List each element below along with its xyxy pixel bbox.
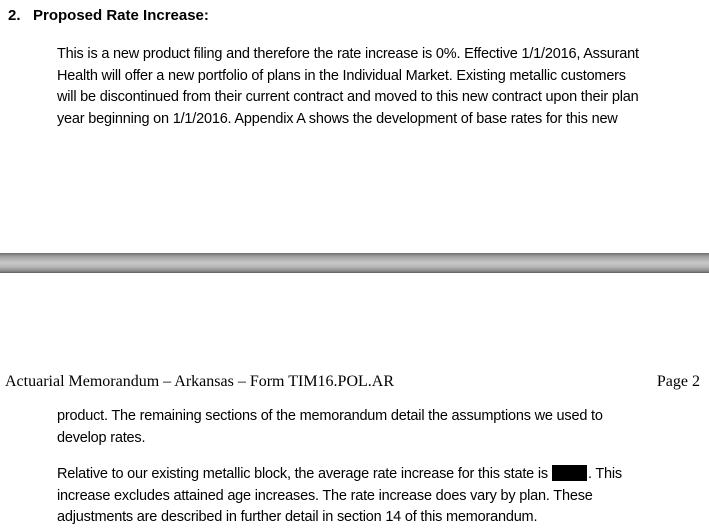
paragraph-rate-increase <box>57 44 639 130</box>
text-before-redaction: Relative to our existing metallic block, the average rate increase for this state is <box>57 466 548 482</box>
text-line: develop rates. <box>57 429 146 446</box>
text-line: year beginning on 1/1/2016. Appendix A shows the development of base rates for this new <box>57 110 618 127</box>
page-footer <box>0 371 709 392</box>
text-line: adjustments are described in further detail in section 14 of this memorandum. <box>57 509 538 525</box>
page-break-separator <box>0 253 709 273</box>
text-line: This is a new product filing and therefore the rate increase is 0%. Effective 1/1/2016, Assurant <box>57 46 639 62</box>
footer-document-title: Actuarial Memorandum – Arkansas – Form TIM16.POL.AR <box>5 373 394 390</box>
text-line: Health will offer a new portfolio of plans in the Individual Market. Existing metallic customers <box>57 67 626 84</box>
section-heading <box>8 5 209 26</box>
section-title: Proposed Rate Increase: <box>33 7 209 24</box>
footer-page-number: Page 2 <box>656 373 700 390</box>
text-after-redaction: . This <box>587 466 622 482</box>
text-line: product. The remaining sections of the memorandum detail the assumptions we used to <box>57 408 603 424</box>
redaction-box <box>552 465 587 481</box>
text-line <box>57 464 622 486</box>
paragraph-average-rate-increase <box>57 464 622 529</box>
paragraph-product-continuation <box>57 406 603 449</box>
text-line: increase excludes attained age increases. The rate increase does vary by plan. These <box>57 487 593 504</box>
text-line: will be discontinued from their current contract and moved to this new contract upon their plan <box>57 89 639 105</box>
section-number: 2. <box>8 7 21 24</box>
